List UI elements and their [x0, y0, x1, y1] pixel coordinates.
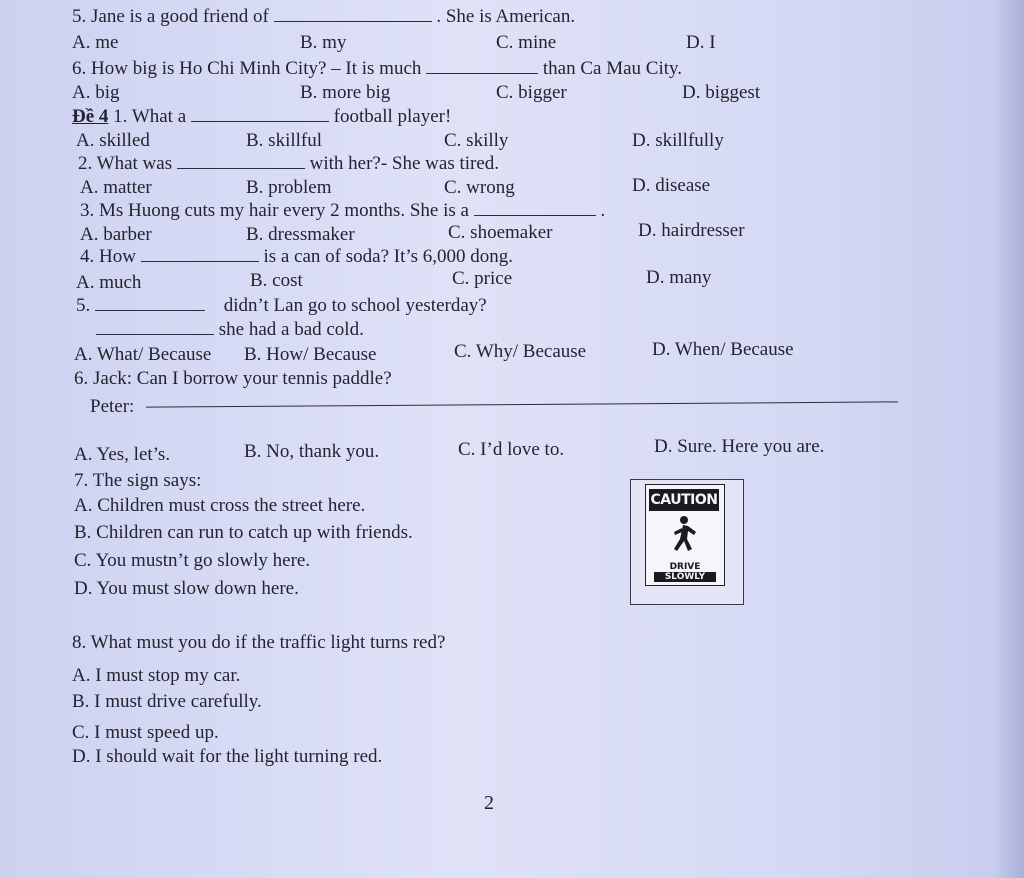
- answer-blank: [96, 320, 214, 335]
- caution-sign-frame: [630, 479, 744, 605]
- answer-blank: [141, 247, 259, 262]
- question-6a-stem: [72, 58, 682, 80]
- answer-blank: [274, 7, 432, 22]
- sign-caution-text: CAUTION: [649, 489, 719, 511]
- question-stem-part: 3. Ms Huong cuts my hair every 2 months. She is a: [80, 200, 469, 221]
- option-d: D. Sure. Here you are.: [654, 436, 825, 457]
- option-a: A. much: [76, 272, 142, 293]
- sign-drive-text: DRIVE: [669, 562, 701, 572]
- option-d: D. hairdresser: [638, 220, 745, 241]
- caution-sign: [645, 484, 725, 586]
- question-stem-part: with her?- She was tired.: [309, 153, 500, 174]
- option-c: C. shoemaker: [448, 222, 553, 243]
- option-c: C. Why/ Because: [454, 341, 587, 362]
- option-d: D. disease: [632, 175, 711, 196]
- option-d: D. I: [686, 32, 716, 53]
- option-b: B. problem: [246, 177, 332, 198]
- option-a: A. What/ Because: [74, 344, 212, 365]
- question-stem-part: 4. How: [80, 246, 136, 267]
- option-c: C. mine: [496, 32, 557, 53]
- question-number: 5.: [76, 295, 91, 316]
- question-stem-part: .: [600, 200, 606, 221]
- option-c: C. skilly: [444, 130, 509, 151]
- option-b: B. No, thank you.: [244, 441, 380, 462]
- question-2-stem: [78, 153, 499, 175]
- question-4-stem: [80, 246, 513, 268]
- question-5b-stem: [76, 295, 487, 317]
- page-number: 2: [484, 792, 494, 814]
- sign-slowly-text: SLOWLY: [654, 572, 716, 582]
- question-stem-part: didn’t Lan go to school yesterday?: [223, 295, 487, 316]
- option-d: D. I should wait for the light turning red.: [72, 746, 383, 767]
- answer-blank: [191, 107, 329, 122]
- option-b: B. dressmaker: [246, 224, 355, 245]
- question-stem-part: football player!: [333, 106, 452, 127]
- question-stem-part: . She is American.: [436, 6, 576, 27]
- option-c: C. wrong: [444, 177, 515, 198]
- option-b: B. skillful: [246, 130, 323, 151]
- option-d: D. You must slow down here.: [74, 578, 299, 599]
- question-stem-part: 1. What a: [108, 106, 187, 127]
- question-7-stem: 7. The sign says:: [74, 470, 202, 491]
- question-3-stem: [80, 200, 605, 222]
- option-c: C. price: [452, 268, 513, 289]
- answer-blank: [474, 201, 596, 216]
- question-5b-stem-line2: [96, 319, 364, 341]
- de4-question-1-stem: [72, 106, 451, 128]
- answer-blank: [177, 154, 305, 169]
- option-c: C. I’d love to.: [458, 439, 565, 460]
- question-6b-stem: 6. Jack: Can I borrow your tennis paddle?: [74, 368, 392, 389]
- question-stem-part: 2. What was: [78, 153, 173, 174]
- section-label: Đề 4: [72, 106, 109, 127]
- question-8-stem: 8. What must you do if the traffic light turns red?: [72, 632, 446, 653]
- option-b: B. Children can run to catch up with friends.: [74, 522, 413, 543]
- option-a: A. big: [72, 82, 120, 103]
- option-a: A. me: [72, 32, 119, 53]
- running-person-icon: [666, 515, 702, 559]
- option-a: A. barber: [80, 224, 152, 245]
- option-a: A. Yes, let’s.: [74, 444, 171, 465]
- option-c: C. You mustn’t go slowly here.: [74, 550, 311, 571]
- question-stem-part: she had a bad cold.: [218, 319, 364, 340]
- answer-blank: [426, 59, 538, 74]
- option-d: D. skillfully: [632, 130, 724, 151]
- question-stem-part: 5. Jane is a good friend of: [72, 6, 269, 27]
- option-a: A. skilled: [76, 130, 150, 151]
- option-b: B. cost: [250, 270, 303, 291]
- option-b: B. How/ Because: [244, 344, 377, 365]
- peter-label: Peter:: [90, 396, 135, 417]
- option-d: D. biggest: [682, 82, 761, 103]
- option-b: B. my: [300, 32, 347, 53]
- question-stem-part: 6. How big is Ho Chi Minh City? – It is much: [72, 58, 422, 79]
- question-stem-part: than Ca Mau City.: [542, 58, 683, 79]
- option-c: C. bigger: [496, 82, 567, 103]
- option-a: A. Children must cross the street here.: [74, 495, 366, 516]
- answer-line: [146, 401, 898, 407]
- question-5a-stem: [72, 6, 575, 28]
- option-a: A. I must stop my car.: [72, 665, 241, 686]
- question-stem-part: is a can of soda? It’s 6,000 dong.: [263, 246, 514, 267]
- option-a: A. matter: [80, 177, 152, 198]
- answer-blank: [95, 296, 205, 311]
- option-d: D. When/ Because: [652, 339, 794, 360]
- option-b: B. I must drive carefully.: [72, 691, 262, 712]
- option-b: B. more big: [300, 82, 391, 103]
- option-c: C. I must speed up.: [72, 722, 219, 743]
- option-d: D. many: [646, 267, 712, 288]
